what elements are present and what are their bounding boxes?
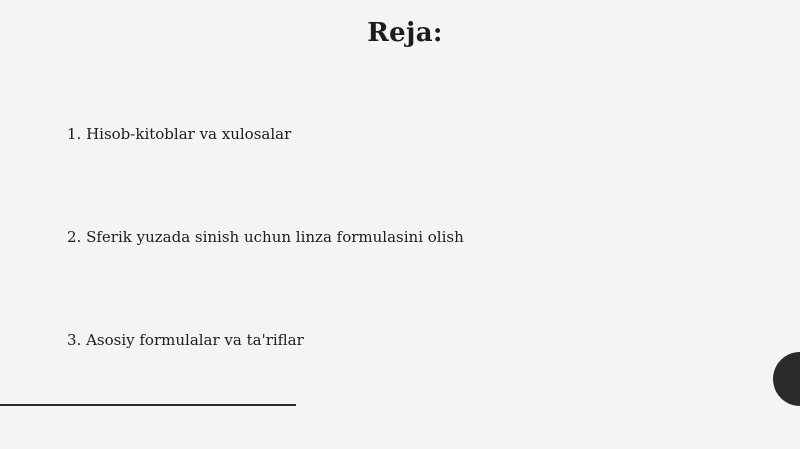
next-slide-button[interactable] — [773, 352, 800, 406]
plan-item-2: 2. Sferik yuzada sinish uchun linza formulasini olish — [67, 228, 464, 246]
slide-title: Reja: — [367, 18, 443, 48]
plan-item-1: 1. Hisob-kitoblar va xulosalar — [67, 125, 292, 143]
progress-bar — [0, 404, 800, 407]
plan-item-3: 3. Asosiy formulalar va ta'riflar — [67, 331, 304, 349]
progress-bar-fill — [0, 404, 296, 406]
